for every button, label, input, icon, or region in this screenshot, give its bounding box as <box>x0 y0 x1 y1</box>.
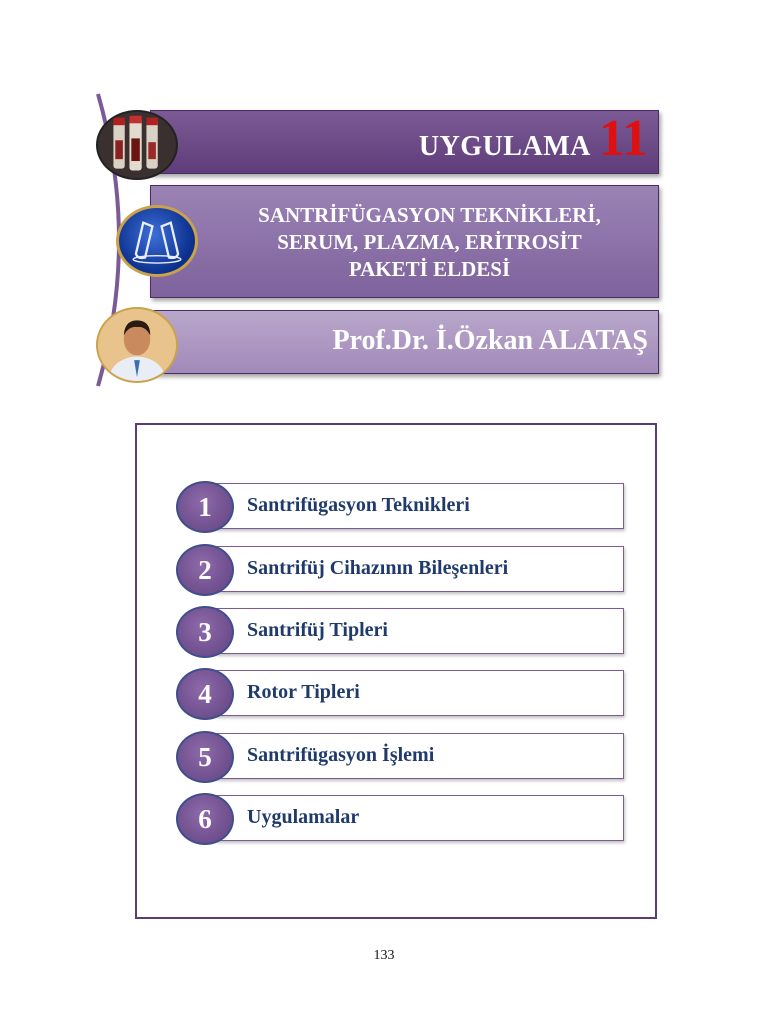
contents-item-label: Santrifügasyon İşlemi <box>247 744 435 766</box>
contents-item-bar <box>216 670 624 716</box>
contents-item-2[interactable] <box>176 544 624 596</box>
author-name: Prof.Dr. İ.Özkan ALATAŞ <box>332 325 648 356</box>
page-number: 133 <box>373 948 395 963</box>
contents-item-5[interactable] <box>176 731 624 783</box>
contents-item-label: Santrifügasyon Teknikleri <box>247 494 470 516</box>
subtitle-band <box>150 185 659 298</box>
contents-item-4[interactable] <box>176 668 624 720</box>
contents-item-number: 5 <box>176 731 234 783</box>
contents-item-number: 4 <box>176 668 234 720</box>
lesson-title-band <box>150 110 659 174</box>
subtitle-line-2: SERUM, PLAZMA, ERİTROSİT <box>277 230 582 254</box>
contents-item-bar <box>216 733 624 779</box>
contents-item-bar <box>216 546 624 592</box>
contents-item-bar <box>216 608 624 654</box>
contents-item-number: 3 <box>176 606 234 658</box>
contents-item-label: Rotor Tipleri <box>247 681 360 703</box>
contents-item-label: Santrifüj Tipleri <box>247 619 388 641</box>
test-tubes-icon <box>96 110 178 180</box>
contents-item-bar <box>216 483 624 529</box>
lesson-label: UYGULAMA <box>418 131 591 162</box>
author-band <box>150 310 659 374</box>
lesson-number: 11 <box>598 110 648 167</box>
contents-item-number: 6 <box>176 793 234 845</box>
contents-item-bar <box>216 795 624 841</box>
centrifuge-tubes-icon <box>116 205 198 277</box>
author-photo <box>96 307 178 383</box>
contents-item-label: Uygulamalar <box>247 806 360 828</box>
contents-item-3[interactable] <box>176 606 624 658</box>
contents-item-number: 1 <box>176 481 234 533</box>
subtitle-line-3: PAKETİ ELDESİ <box>348 257 511 281</box>
contents-item-1[interactable] <box>176 481 624 533</box>
contents-item-label: Santrifüj Cihazının Bileşenleri <box>247 557 509 579</box>
subtitle-line-1: SANTRİFÜGASYON TEKNİKLERİ, <box>258 203 601 227</box>
contents-item-6[interactable] <box>176 793 624 845</box>
contents-item-number: 2 <box>176 544 234 596</box>
lesson-subtitle <box>211 202 648 283</box>
